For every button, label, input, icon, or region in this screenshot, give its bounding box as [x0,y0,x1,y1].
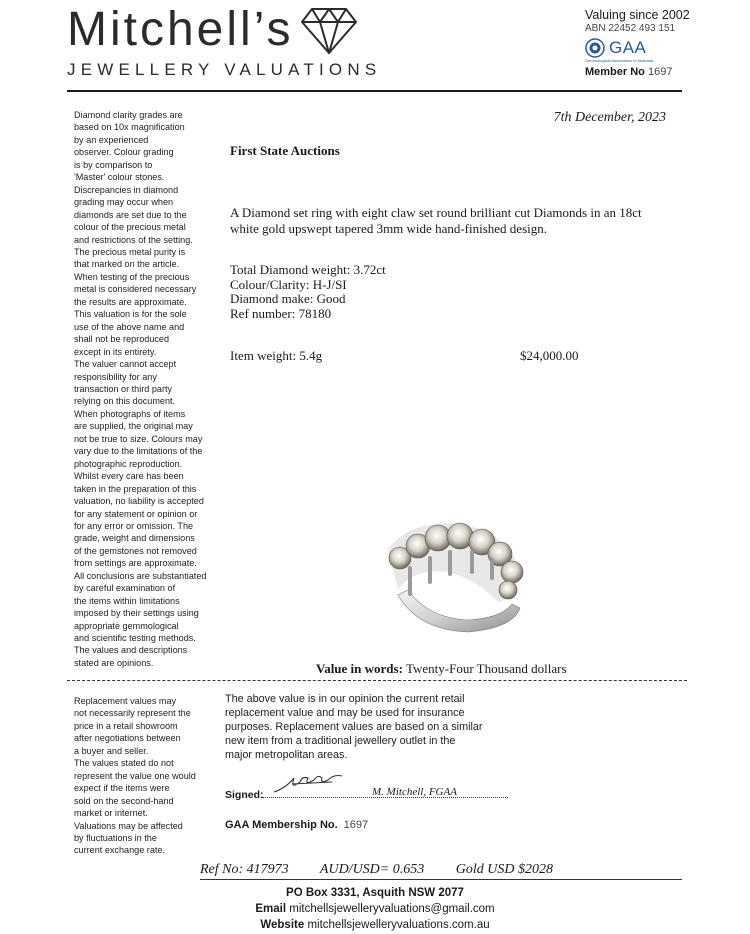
disclaimer-line: based on 10x magnification [74,122,185,133]
exchange-rate: AUD/USD= 0.653 [319,862,425,877]
item-weight: Item weight: 5.4g [230,348,323,363]
disclaimer-line: 'Master' colour stones. [74,172,165,183]
disclaimer-line: Replacement values may [74,696,177,706]
disclaimer-line: a buyer and seller. [74,745,149,756]
disclaimer-line: Diamond clarity grades are [74,110,183,120]
replacement-disclaimer [74,695,219,857]
gaa-logo [585,38,705,58]
brand-subtitle: JEWELLERY VALUATIONS [67,60,382,79]
disclaimer-line: grading may occur when [74,197,174,208]
disclaimer-line: from settings are approximate. [74,558,197,569]
disclaimer-line: stated are opinions. [74,657,154,668]
disclaimer-line: vary due to the limitations of the [74,446,203,457]
diamond-logo-icon [300,6,358,56]
valuation-price: $24,000.00 [520,348,579,363]
diamond-make: Diamond make: Good [230,291,346,306]
replacement-value-note [225,692,515,762]
item-description: A Diamond set ring with eight claw set round brilliant cut Diamonds in an 18ct white gold upswept tapered 3mm wide hand-finished design. [230,205,642,236]
disclaimer-line: diamonds are set due to the [74,209,187,220]
website-link[interactable]: mitchellsjewelleryvaluations.com.au [307,919,490,931]
disclaimer-line: relying on this document. [74,396,176,407]
disclaimer-line: Valuations may be affected [74,820,183,831]
website-label: Website [260,919,305,931]
disclaimer-line: by fluctuations in the [74,832,157,843]
disclaimer-line: that marked on the article. [74,259,180,270]
gaa-caption: Gemmological Association of Australia [585,58,653,63]
disclaimer-line: market or internet. [74,808,148,819]
valuing-since: Valuing since 2002 [585,8,690,22]
disclaimer-line: represent the value one would [74,770,196,781]
disclaimer-line: colour of the precious metal [74,222,186,233]
disclaimer-line: When photographs of items [74,408,186,419]
replacement-note-line: major metropolitan areas. [225,749,348,761]
signed-label: Signed: [225,789,264,801]
disclaimer-line: price in a retail showroom [74,720,178,731]
disclaimer-line: of the gemstones not removed [74,545,197,556]
disclaimer-line: for any error or omission. The [74,520,194,531]
postal-address: PO Box 3331, Asquith NSW 2077 [286,887,464,899]
replacement-note-line: The above value is in our opinion the current retail [225,693,465,705]
valuation-disclaimer [74,109,219,669]
diamond-specs [230,263,386,321]
disclaimer-line: by careful examination of [74,583,176,594]
ring-photo [378,510,530,640]
disclaimer-line: current exchange rate. [74,845,165,856]
disclaimer-line: by an experienced [74,134,149,145]
abn: ABN 22452 493 151 [585,23,676,34]
brand-name: Mitchell’s [67,3,294,56]
total-diamond-weight: Total Diamond weight: 3.72ct [230,262,386,277]
ref-no: Ref No: 417973 [200,862,289,877]
footer [100,885,650,933]
disclaimer-line: Discrepancies in diamond [74,184,179,195]
disclaimer-line: The values stated do not [74,758,174,769]
client-name: First State Auctions [230,143,340,158]
disclaimer-line: metal is considered necessary [74,284,197,295]
member-number-value: 1697 [647,66,673,78]
header-rule [67,90,682,92]
member-number [585,66,705,78]
disclaimer-line: and restrictions of the setting. [74,234,193,245]
replacement-note-line: replacement value and may be used for insurance [225,707,465,719]
valuation-date: 7th December, 2023 [553,110,666,125]
disclaimer-line: after negotiations between [74,733,181,744]
disclaimer-line: Whilst every care has been [74,471,184,482]
disclaimer-line: The precious metal purity is [74,246,186,257]
section-divider [67,680,687,682]
disclaimer-line: are supplied, the original may [74,421,193,432]
disclaimer-line: except in its entirety. [74,346,157,357]
reference-line [200,862,682,878]
disclaimer-line: The valuer cannot accept [74,359,177,370]
disclaimer-line: valuation, no liability is accepted [74,496,204,507]
disclaimer-line: is by comparison to [74,159,153,170]
disclaimer-line: This valuation is for the sole [74,309,187,320]
signer-name: M. Mitchell, FGAA [372,786,457,798]
disclaimer-line: not necessarily represent the [74,708,191,719]
email-line [100,901,650,917]
disclaimer-line: and scientific testing methods. [74,633,196,644]
gaa-membership [225,819,368,831]
disclaimer-line: use of the above name and [74,321,185,332]
email-link[interactable]: mitchellsjewelleryvaluations@gmail.com [289,903,495,915]
disclaimer-line: not be true to size. Colours may [74,433,203,444]
disclaimer-line: the results are approximate. [74,296,187,307]
disclaimer-line: photographic reproduction. [74,458,183,469]
value-in-words [316,661,567,677]
ref-number: Ref number: 78180 [230,305,332,321]
replacement-note-line: new item from a traditional jewellery outlet in the [225,735,456,747]
disclaimer-line: The values and descriptions [74,645,188,656]
member-label: Member No [585,66,645,78]
disclaimer-line: transaction or third party [74,383,173,394]
gaa-emblem-icon [585,38,605,58]
disclaimer-line: for any statement or opinion or [74,508,198,519]
membership-label: GAA Membership No. [225,819,338,831]
footer-rule [200,879,682,880]
disclaimer-line: shall not be reproduced [74,334,170,345]
disclaimer-line: expect if the items were [74,783,170,794]
disclaimer-line: the items within limitations [74,595,180,606]
disclaimer-line: When testing of the precious [74,271,190,282]
website-line [100,917,650,933]
membership-number: 1697 [343,819,369,831]
disclaimer-line: grade, weight and dimensions [74,533,195,544]
value-in-words-text: Twenty-Four Thousand dollars [402,661,567,676]
disclaimer-line: sold on the second-hand [74,795,174,806]
value-in-words-label: Value in words: [316,661,403,676]
email-label: Email [255,903,287,915]
gold-price: Gold USD $2028 [455,862,553,877]
signature-image [272,770,352,796]
header-credentials [585,8,705,78]
disclaimer-line: imposed by their settings using [74,608,199,619]
disclaimer-line: observer. Colour grading [74,147,174,158]
gaa-label: GAA [609,38,647,57]
replacement-note-line: purposes. Replacement values are based on a similar [225,721,483,733]
disclaimer-line: appropriate gemmological [74,620,179,631]
colour-clarity: Colour/Clarity: H-J/SI [230,276,347,292]
disclaimer-line: responsibility for any [74,371,157,382]
disclaimer-line: All conclusions are substantiated [74,570,207,581]
disclaimer-line: taken in the preparation of this [74,483,197,494]
